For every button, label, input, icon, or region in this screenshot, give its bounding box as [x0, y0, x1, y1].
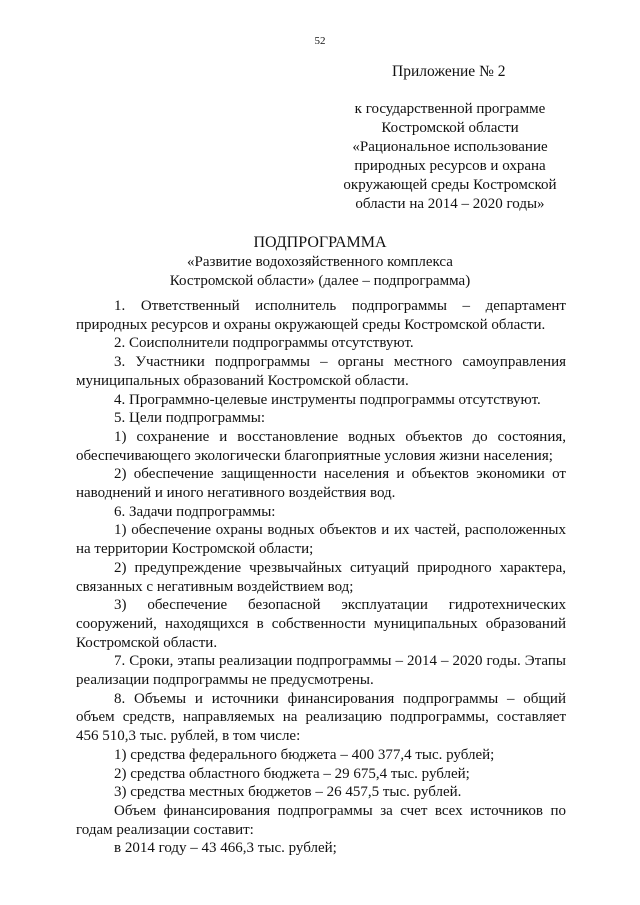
- paragraph-local-budgets: 3) средства местных бюджетов – 26 457,5 тыс. рублей.: [114, 784, 462, 801]
- heading-subtitle-line: Костромской области» (далее – подпрограмма): [169, 273, 471, 289]
- paragraph-regional-budget: 2) средства областного бюджета – 29 675,4 тыс. рублей;: [114, 765, 470, 782]
- paragraph-terms: 7. Сроки, этапы реализации подпрограммы – 2014 – 2020 годы. Этапы реализации подпрограммы не предусмотрены.: [76, 653, 566, 689]
- paragraph-task-2: 2) предупреждение чрезвычайных ситуаций природного характера, связанных с негативным воздействием вод;: [76, 559, 566, 595]
- paragraph-responsible-executor: 1. Ответственный исполнитель подпрограммы – департамент природных ресурсов и охраны окружающей среды Костромской области.: [76, 298, 566, 333]
- subprogram-heading: [0, 233, 640, 291]
- appendix-ref-line: области на 2014 – 2020 годы»: [355, 196, 545, 212]
- appendix-title: Приложение № 2: [392, 63, 506, 80]
- paragraph-task-3: 3) обеспечение безопасной эксплуатации гидротехнических сооружений, находящихся в собственности муниципальных образований Костромской области.: [76, 597, 566, 651]
- paragraph-funding-by-years: Объем финансирования подпрограммы за счет всех источников по годам реализации составит:: [76, 802, 566, 838]
- appendix-ref-line: к государственной программе: [354, 101, 546, 117]
- paragraph-funding: 8. Объемы и источники финансирования подпрограммы – общий объем средств, направляемых на реализацию подпрограммы, составляет 456 510,3 тыс. рублей, в том числе:: [76, 690, 566, 745]
- paragraph-year-2014: в 2014 году – 43 466,3 тыс. рублей;: [114, 840, 337, 857]
- appendix-ref-line: окружающей среды Костромской: [343, 177, 557, 193]
- appendix-ref-line: природных ресурсов и охрана: [354, 158, 546, 174]
- paragraph-federal-budget: 1) средства федерального бюджета – 400 377,4 тыс. рублей;: [114, 746, 495, 763]
- paragraph-instruments: 4. Программно-целевые инструменты подпрограммы отсутствуют.: [114, 391, 541, 408]
- appendix-reference: [300, 100, 600, 214]
- paragraph-goal-1: 1) сохранение и восстановление водных объектов до состояния, обеспечивающего экологически благоприятные условия жизни населения;: [76, 428, 566, 464]
- document-body: [76, 297, 566, 858]
- paragraph-goal-2: 2) обеспечение защищенности населения и объектов экономики от наводнений и иного негативного воздействия вод.: [76, 466, 566, 502]
- paragraph-tasks-heading: 6. Задачи подпрограммы:: [114, 503, 276, 520]
- appendix-ref-line: Костромской области: [381, 120, 519, 136]
- paragraph-participants: 3. Участники подпрограммы – органы местного самоуправления муниципальных образований Костромской области.: [76, 354, 566, 389]
- page-number: 52: [314, 35, 326, 47]
- heading-title: ПОДПРОГРАММА: [253, 234, 387, 251]
- paragraph-co-executors: 2. Соисполнители подпрограммы отсутствуют.: [114, 335, 414, 352]
- paragraph-goals-heading: 5. Цели подпрограммы:: [114, 410, 266, 427]
- appendix-ref-line: «Рациональное использование: [352, 139, 548, 155]
- heading-subtitle-line: «Развитие водохозяйственного комплекса: [187, 254, 453, 270]
- paragraph-task-1: 1) обеспечение охраны водных объектов и их частей, расположенных на территории Костромской области;: [76, 522, 566, 558]
